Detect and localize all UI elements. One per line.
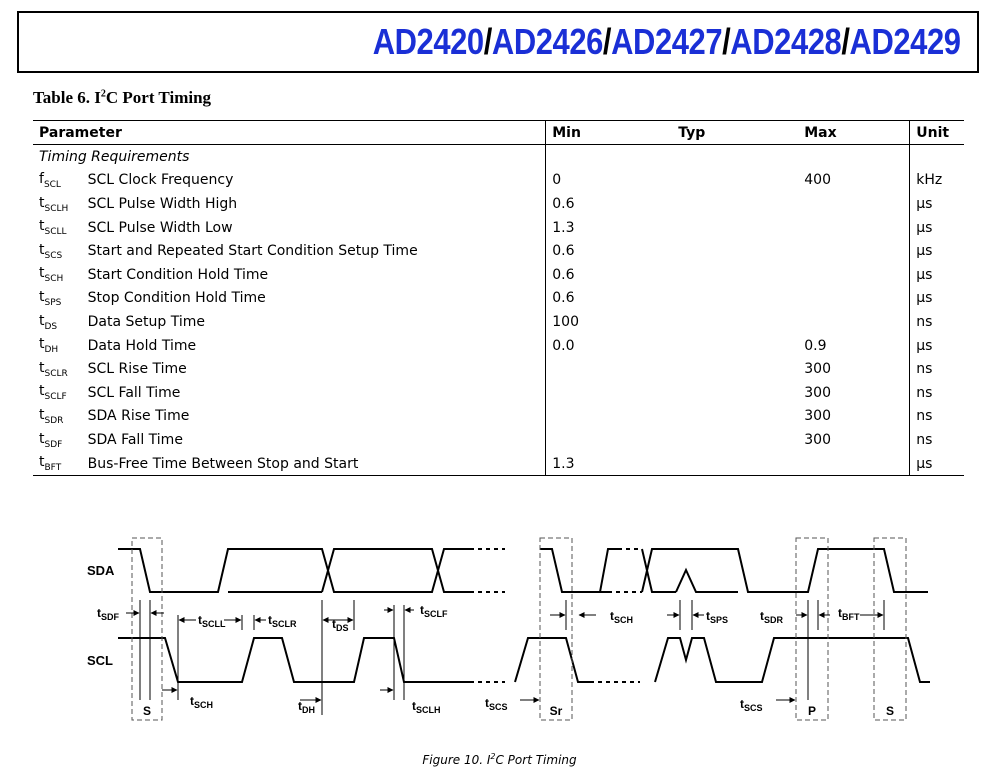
table-row bbox=[33, 428, 964, 452]
max-value bbox=[798, 216, 910, 240]
symbol-letter: t bbox=[39, 265, 45, 282]
marker-start: S bbox=[142, 704, 152, 718]
parameter-description: Data Setup Time bbox=[87, 313, 205, 330]
unit-value: ns bbox=[910, 381, 964, 405]
parameter-symbol bbox=[33, 287, 82, 311]
min-value: 0.0 bbox=[546, 334, 673, 358]
unit-value: μs bbox=[910, 334, 964, 358]
parameter-symbol bbox=[33, 357, 82, 381]
subheading-row bbox=[33, 145, 964, 169]
part-number: AD2428 bbox=[730, 21, 842, 62]
parameter-description: SDA Fall Time bbox=[87, 431, 183, 448]
typ-value bbox=[672, 263, 798, 287]
label-tscll: $t_{SCLL}$ bbox=[198, 613, 226, 629]
separator: / bbox=[841, 21, 850, 62]
max-value bbox=[798, 263, 910, 287]
part-number: AD2429 bbox=[849, 21, 961, 62]
figure-caption-prefix: Figure 10. I bbox=[422, 753, 491, 767]
unit-value: μs bbox=[910, 263, 964, 287]
table-row bbox=[33, 310, 964, 334]
parameter-symbol bbox=[33, 310, 82, 334]
symbol-letter: t bbox=[39, 430, 45, 447]
table-row bbox=[33, 239, 964, 263]
table-row bbox=[33, 169, 964, 193]
parameter-description: Start and Repeated Start Condition Setup Time bbox=[87, 243, 418, 260]
figure-caption-suffix: C Port Timing bbox=[495, 753, 577, 767]
typ-value bbox=[672, 169, 798, 193]
header-typ: Typ bbox=[672, 121, 798, 145]
header-unit: Unit bbox=[910, 121, 964, 145]
max-value: 0.9 bbox=[804, 337, 827, 354]
symbol-letter: t bbox=[39, 383, 45, 400]
symbol-letter: t bbox=[39, 194, 45, 211]
parameter-description: SCL Pulse Width High bbox=[87, 195, 238, 212]
typ-value bbox=[672, 334, 798, 358]
parameter-description: SCL Rise Time bbox=[87, 361, 187, 378]
parameter-symbol bbox=[33, 452, 82, 476]
table-row bbox=[33, 192, 964, 216]
unit-value: μs bbox=[910, 216, 964, 240]
timing-labels bbox=[97, 603, 860, 715]
typ-value bbox=[672, 428, 798, 452]
table-row bbox=[33, 452, 964, 476]
table-row bbox=[33, 263, 964, 287]
symbol-subscript: SDF bbox=[44, 439, 63, 450]
sda-waveform bbox=[118, 549, 470, 592]
min-value: 0.6 bbox=[546, 239, 673, 263]
parameter-description: Start Condition Hold Time bbox=[87, 266, 269, 283]
sda-break bbox=[470, 549, 505, 592]
unit-value: kHz bbox=[910, 169, 964, 193]
stop-condition-box bbox=[796, 538, 828, 720]
symbol-subscript: SCL bbox=[43, 179, 61, 190]
parameter-description: Stop Condition Hold Time bbox=[87, 290, 266, 307]
max-value: 300 bbox=[804, 408, 831, 425]
scl-waveform bbox=[118, 638, 470, 682]
parameter-symbol bbox=[33, 334, 82, 358]
label-tdh: $t_{DH}$ bbox=[298, 699, 315, 715]
label-tscs-2: $t_{SCS}$ bbox=[740, 697, 763, 713]
label-tbft: $t_{BFT}$ bbox=[838, 606, 860, 622]
parameter-symbol bbox=[33, 428, 82, 452]
symbol-letter: t bbox=[39, 336, 45, 353]
header-min: Min bbox=[546, 121, 673, 145]
symbol-letter: t bbox=[39, 241, 45, 258]
symbol-letter: t bbox=[39, 406, 45, 423]
separator: / bbox=[603, 21, 612, 62]
typ-value bbox=[672, 310, 798, 334]
symbol-subscript: SCLH bbox=[44, 203, 69, 214]
marker-repeated-start: Sr bbox=[549, 704, 563, 718]
part-number: AD2420 bbox=[373, 21, 485, 62]
separator: / bbox=[722, 21, 731, 62]
part-numbers-title bbox=[373, 21, 961, 63]
parameter-description: SCL Clock Frequency bbox=[87, 172, 234, 189]
typ-value bbox=[672, 405, 798, 429]
scl-waveform-2 bbox=[515, 638, 590, 682]
scl-label: SCL bbox=[87, 653, 113, 668]
symbol-letter: t bbox=[39, 312, 45, 329]
label-tsclr: $t_{SCLR}$ bbox=[268, 613, 297, 629]
table-row bbox=[33, 357, 964, 381]
figure-caption-superscript: 2 bbox=[490, 752, 496, 761]
min-value: 1.3 bbox=[546, 216, 673, 240]
parameter-symbol bbox=[33, 381, 82, 405]
label-tds: $t_{DS}$ bbox=[332, 617, 349, 633]
min-value: 0.6 bbox=[546, 263, 673, 287]
label-tsclf: $t_{SCLF}$ bbox=[420, 603, 448, 619]
label-tsps: $t_{SPS}$ bbox=[706, 609, 729, 625]
symbol-subscript: SCS bbox=[44, 250, 63, 261]
symbol-subscript: DS bbox=[44, 321, 58, 332]
marker-stop: P bbox=[807, 704, 817, 718]
label-tsdf: $t_{SDF}$ bbox=[97, 606, 119, 622]
min-value bbox=[546, 357, 673, 381]
table-row bbox=[33, 334, 964, 358]
header-parameter: Parameter bbox=[33, 121, 546, 145]
parameter-description: SCL Pulse Width Low bbox=[87, 219, 233, 236]
parameter-description: SCL Fall Time bbox=[87, 384, 181, 401]
typ-value bbox=[672, 357, 798, 381]
symbol-subscript: SCLL bbox=[44, 226, 67, 237]
label-tscs: $t_{SCS}$ bbox=[485, 696, 508, 712]
unit-value: μs bbox=[910, 452, 964, 476]
symbol-letter: t bbox=[39, 218, 45, 235]
max-value: 400 bbox=[804, 172, 831, 189]
part-number: AD2427 bbox=[611, 21, 723, 62]
typ-value bbox=[672, 192, 798, 216]
i2c-timing-diagram bbox=[0, 525, 999, 750]
max-value bbox=[798, 310, 910, 334]
separator: / bbox=[484, 21, 493, 62]
typ-value bbox=[672, 239, 798, 263]
min-value: 100 bbox=[546, 310, 673, 334]
min-value bbox=[546, 428, 673, 452]
symbol-subscript: SPS bbox=[44, 297, 62, 308]
sda-waveform-2 bbox=[540, 549, 618, 592]
table-row bbox=[33, 381, 964, 405]
parameter-description: Bus-Free Time Between Stop and Start bbox=[82, 452, 546, 476]
max-value bbox=[798, 452, 910, 476]
sda-break-2 bbox=[608, 549, 642, 592]
symbol-letter: t bbox=[39, 288, 45, 305]
sda-label: SDA bbox=[87, 563, 115, 578]
table-row bbox=[33, 216, 964, 240]
symbol-subscript: SCH bbox=[44, 274, 64, 285]
figure-caption bbox=[0, 752, 999, 767]
sda-waveform-3 bbox=[642, 549, 928, 592]
table-header-row bbox=[33, 121, 964, 145]
unit-value: μs bbox=[910, 239, 964, 263]
caption-superscript: 2 bbox=[100, 88, 106, 100]
symbol-letter: t bbox=[39, 454, 45, 471]
symbol-letter: f bbox=[39, 170, 44, 187]
table-row bbox=[33, 287, 964, 311]
part-number: AD2426 bbox=[492, 21, 604, 62]
typ-value bbox=[672, 381, 798, 405]
max-value: 300 bbox=[804, 431, 831, 448]
unit-value: ns bbox=[910, 310, 964, 334]
parameter-symbol bbox=[33, 192, 82, 216]
min-value bbox=[546, 405, 673, 429]
symbol-subscript: SCLF bbox=[44, 392, 67, 403]
scl-waveform-3 bbox=[655, 638, 930, 682]
symbol-subscript: SDR bbox=[44, 415, 64, 426]
label-tsch: $t_{SCH}$ bbox=[190, 694, 214, 710]
unit-value: ns bbox=[910, 428, 964, 452]
max-value: 300 bbox=[804, 361, 831, 378]
unit-value: μs bbox=[910, 192, 964, 216]
label-tsclh: $t_{SCLH}$ bbox=[412, 699, 441, 715]
typ-value bbox=[672, 452, 798, 476]
timing-table bbox=[33, 120, 964, 476]
symbol-letter: t bbox=[39, 359, 45, 376]
max-value: 300 bbox=[804, 384, 831, 401]
condition-markers bbox=[143, 704, 894, 718]
symbol-subscript: BFT bbox=[44, 462, 62, 473]
parameter-description: SDA Rise Time bbox=[87, 408, 190, 425]
symbol-subscript: SCLR bbox=[44, 368, 68, 379]
parameter-symbol bbox=[33, 263, 82, 287]
min-value bbox=[546, 381, 673, 405]
max-value bbox=[798, 192, 910, 216]
table-caption bbox=[33, 88, 211, 108]
caption-prefix: Table 6. I bbox=[33, 88, 101, 107]
unit-value: ns bbox=[910, 405, 964, 429]
unit-value: ns bbox=[910, 357, 964, 381]
parameter-symbol bbox=[33, 239, 82, 263]
header-max: Max bbox=[798, 121, 910, 145]
marker-start-2: S bbox=[885, 704, 895, 718]
unit-value: μs bbox=[910, 287, 964, 311]
table-row bbox=[33, 405, 964, 429]
header-box bbox=[17, 11, 979, 73]
min-value: 0 bbox=[546, 169, 673, 193]
caption-suffix: C Port Timing bbox=[105, 88, 212, 107]
max-value bbox=[798, 239, 910, 263]
symbol-subscript: DH bbox=[44, 344, 59, 355]
typ-value bbox=[672, 216, 798, 240]
parameter-description: Data Hold Time bbox=[87, 337, 197, 354]
min-value: 0.6 bbox=[546, 192, 673, 216]
parameter-symbol bbox=[33, 216, 82, 240]
min-value: 1.3 bbox=[546, 452, 673, 476]
label-tsdr: $t_{SDR}$ bbox=[760, 609, 784, 625]
parameter-symbol bbox=[33, 169, 82, 193]
label-tsch-2: $t_{SCH}$ bbox=[610, 609, 634, 625]
typ-value bbox=[672, 287, 798, 311]
min-value: 0.6 bbox=[546, 287, 673, 311]
max-value bbox=[798, 287, 910, 311]
timing-requirements-subheading: Timing Requirements bbox=[39, 148, 190, 165]
parameter-symbol bbox=[33, 405, 82, 429]
start-condition-box-2 bbox=[874, 538, 906, 720]
start-condition-box bbox=[132, 538, 162, 720]
condition-boxes bbox=[132, 538, 906, 720]
